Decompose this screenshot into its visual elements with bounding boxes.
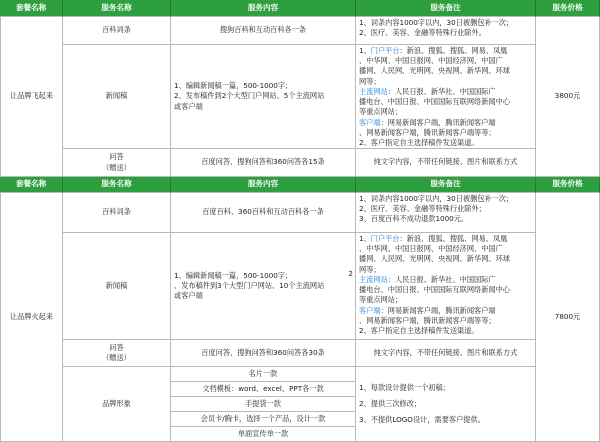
content-line: 或客户端: [174, 101, 203, 111]
package-name: 让品牌火起来: [0, 193, 63, 442]
note-line: 客户端：网易新闻客户端，腾讯新闻客户端: [359, 305, 496, 315]
qa-label: 问答: [109, 152, 124, 162]
package-price: 3800元: [536, 17, 600, 177]
content-line: 1、编辑新闻稿一篇，500-1000字；: [174, 81, 293, 91]
service-notes: [356, 233, 536, 340]
note-line: 等重点网站；: [359, 295, 403, 305]
package-price: 7800元: [536, 193, 600, 442]
note-line: 客户端：网易新闻客户端，腾讯新闻客户端: [359, 117, 496, 127]
note-line: 1、门户平台：新浪、搜狐、搜狐、网易、凤凰: [359, 234, 508, 243]
content-mark: 2: [348, 269, 353, 278]
note-line: 等重点网站；: [359, 107, 403, 117]
brand-item: 名片一款: [171, 367, 356, 382]
note-line: 、网易新闻客户端，腾讯新闻客户端等等；: [359, 315, 496, 325]
note-line: 、网易新闻客户端，腾讯新闻客户端等等；: [359, 127, 496, 137]
header-service-name: 服务名称: [63, 0, 171, 17]
service-content: 百度问答、搜狗问答和360问答各15条: [171, 149, 356, 177]
service-notes: 纯文字内容，不带任何链接、图片和联系方式: [356, 149, 536, 177]
qa-label: 问答: [109, 342, 124, 352]
note-line: 网等；: [359, 76, 381, 86]
service-name: 新闻稿: [63, 45, 171, 149]
service-name: [63, 149, 171, 177]
service-content: 百度百科、360百科和互动百科各一条: [171, 193, 356, 233]
note-line: 1、词条内容1000字以内，30日被删包补一次；: [359, 194, 514, 203]
service-notes: [356, 17, 536, 45]
header-package-name: 套餐名称: [0, 177, 63, 193]
header-service-content: 服务内容: [171, 177, 356, 193]
brand-item: 文档模板：word、excel、PPT各一款: [171, 382, 356, 397]
note-line: 2、医疗、美容、金融等特殊行业除外。: [359, 28, 486, 38]
note-line: 3、百度百科不成功退款1000元。: [359, 214, 469, 224]
content-line: 2、发布稿件到2个大型门户网站、5个主流网站: [174, 91, 325, 101]
service-notes: 纯文字内容，不带任何链接、图片和联系方式: [356, 340, 536, 367]
service-name: 品牌形象: [63, 367, 171, 442]
header-service-notes: 服务备注: [356, 0, 536, 17]
service-content: [171, 233, 356, 340]
service-name: 百科词条: [63, 193, 171, 233]
header-service-content: 服务内容: [171, 0, 356, 17]
note-line: 、中华网、中国日报网、中国经济网、中国广: [359, 244, 503, 254]
header-service-price: 服务价格: [536, 0, 600, 17]
service-notes: [356, 367, 536, 442]
note-line: 3、不提供LOGO设计，需要客户提供。: [359, 415, 485, 425]
brand-item: 会员卡/胸卡，选择一个产品，设计一款: [171, 412, 356, 427]
note-line: 网等；: [359, 264, 381, 274]
service-notes: [356, 193, 536, 233]
header-service-notes: 服务备注: [356, 177, 536, 193]
note-line: 主流网站：人民日报、新华社、中国国际广: [359, 86, 496, 96]
content-line: 1、编辑新闻稿一篇，500-1000字；: [174, 270, 293, 280]
note-line: 主流网站：人民日报、新华社、中国国际广: [359, 274, 496, 284]
content-line: 、发布稿件到3个大型门户网站、10个主流网站: [174, 280, 325, 290]
brand-item: 单面宣传单一款: [171, 427, 356, 442]
service-notes: [356, 45, 536, 149]
note-line: 、中华网、中国日报网、中国经济网、中国广: [359, 56, 503, 66]
note-line: 播网、人民网、光明网、央视网、新华网、环球: [359, 66, 510, 76]
note-line: 播网、人民网、光明网、央视网、新华网、环球: [359, 254, 510, 264]
note-line: 1、词条内容1000字以内，30日被删包补一次；: [359, 18, 514, 27]
note-line: 1、门户平台：新浪、搜狐、搜狐、网易、凤凰: [359, 46, 508, 55]
header-package-name: 套餐名称: [0, 0, 63, 17]
note-line: 1、每款设计提供一个初稿；: [359, 382, 450, 392]
brand-item: 手提袋一款: [171, 397, 356, 412]
header-service-price: 服务价格: [536, 177, 600, 193]
qa-gift-label: （赠送）: [102, 353, 131, 362]
service-name: 百科词条: [63, 17, 171, 45]
note-line: 播电台、中国日报、中国国际互联网络新闻中心: [359, 285, 510, 295]
note-line: 播电台、中国日报、中国国际互联网络新闻中心: [359, 97, 510, 107]
service-name: 新闻稿: [63, 233, 171, 340]
service-content: [171, 45, 356, 149]
service-content: 搜狗百科和互动百科各一条: [171, 17, 356, 45]
package-name: 让品牌飞起来: [0, 17, 63, 177]
qa-gift-label: （赠送）: [102, 162, 131, 172]
content-line: 或客户端: [174, 291, 203, 301]
header-service-name: 服务名称: [63, 177, 171, 193]
note-line: 2、客户指定自主选择稿件发送渠道。: [359, 137, 479, 147]
service-name: [63, 340, 171, 367]
note-line: 2、提供三次修改；: [359, 398, 422, 408]
service-content: 百度问答、搜狗问答和360问答各30条: [171, 340, 356, 367]
note-line: 2、医疗、美容、金融等特殊行业除外；: [359, 204, 486, 214]
note-line: 2、客户指定自主选择稿件发送渠道。: [359, 325, 479, 335]
